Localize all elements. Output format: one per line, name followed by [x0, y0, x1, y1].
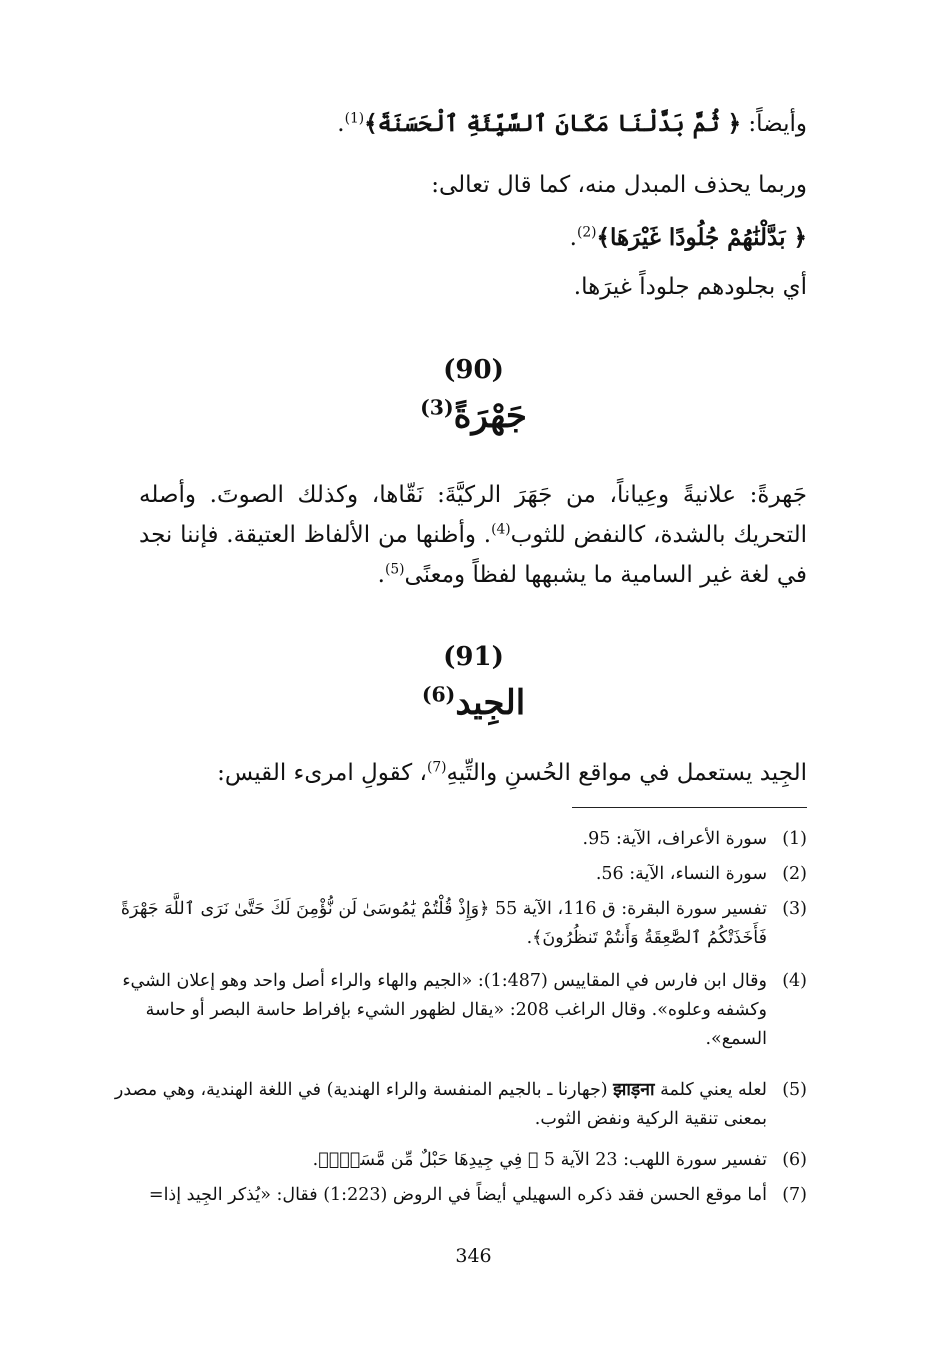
- entry-90-text-a: جَهرةً: علانيةً وعِياناً، من جَهَرَ الركيَّةَ: نَقّاها، وكذلك الصوتَ. وأصله التحريك بالشدة، كالنفض للثوب: [139, 482, 807, 548]
- footnote-ref-7: (7): [426, 759, 447, 776]
- entry-91-paragraph: [140, 760, 807, 786]
- entry-90-text-c: .: [377, 562, 385, 588]
- entry-title-jahratan: [0, 396, 947, 436]
- page-number: 346: [455, 1245, 492, 1267]
- footnote-number: (4): [782, 971, 807, 991]
- footnote-text: [79, 1076, 767, 1134]
- footnote-number: (5): [782, 1080, 807, 1100]
- footnote-2: [79, 860, 807, 889]
- footnote-text: تفسير سورة اللهب: 23 الآية 5 ﴿ فِي جِيدِهَا حَبْلٌ مِّن مَّسَدٍۭ﴾.: [312, 1150, 767, 1170]
- quran-verse-1: ﴿ ثُمَّ بَدَّلْنَا مَكَانَ ٱلسَّيِّئَةِ ٱلْحَسَنَةَ﴾: [364, 110, 742, 137]
- entry-title-aljid: [0, 683, 947, 723]
- text-line-3: [140, 224, 807, 251]
- hindi-word: झाड़ना: [613, 1080, 655, 1100]
- footnote-separator: [572, 807, 807, 808]
- footnote-ref-2: (2): [576, 224, 597, 241]
- footnote-ref-3: (3): [420, 395, 454, 420]
- footnote-ref-5: (5): [384, 561, 405, 578]
- footnote-ref-6: (6): [421, 682, 456, 707]
- footnote-number: (1): [782, 829, 807, 849]
- footnote-5: [79, 1076, 807, 1134]
- footnote-6: [79, 1146, 807, 1175]
- entry-number-91: (91): [443, 642, 504, 672]
- text-line-2: وربما يحذف المبدل منه، كما قال تعالى:: [431, 172, 807, 198]
- footnote-5-text-a: لعله يعني كلمة: [654, 1080, 767, 1100]
- footnote-text: أما موقع الحسن فقد ذكره السهيلي أيضاً في الروض (1:223) فقال: «يُذكر الجِيد إذا=: [148, 1185, 767, 1205]
- entry-word: جَهْرَةً: [453, 396, 527, 436]
- footnote-5-text-b: (جهارنا ـ بالجيم المنفسة والراء الهندية) في اللغة الهندية، وهي مصدر بمعنى تنقية الركية ونفض الثوب.: [114, 1080, 767, 1129]
- entry-word: الجِيد: [455, 683, 526, 723]
- text-line-1: [140, 110, 807, 137]
- footnote-text: سورة الأعراف، الآية: 95.: [582, 829, 767, 849]
- entry-91-text-b: ، كقولِ امرىء القيس:: [217, 760, 427, 786]
- footnote-text: تفسير سورة البقرة: ق 116، الآية 55 ﴿وَإِذْ قُلْتُمْ يَٰمُوسَىٰ لَن نُّؤْمِنَ لَكَ حَتَّىٰ نَرَى ٱللَّهَ جَهْرَةً فَأَخَذَتْكُمُ ٱلصَّٰعِقَةُ وَأَنتُمْ تَنظُرُونَ﴾.: [120, 899, 767, 948]
- footnote-number: (7): [782, 1185, 807, 1205]
- footnote-text: وقال ابن فارس في المقاييس (1:487): «الجيم والهاء والراء أصل واحد وهو إعلان الشيء وكشفه وعلوه». وقال الراغب 208: «يقال لظهور الشيء بإفراط حاسة البصر أو حاسة السمع».: [122, 971, 767, 1049]
- entry-91-text-a: الجِيد يستعمل في مواقع الحُسنِ والتِّيهِ: [446, 760, 807, 786]
- line-3-suffix: .: [569, 225, 577, 251]
- entry-90-paragraph: [139, 475, 807, 595]
- line-1-prefix: وأيضاً:: [741, 111, 807, 137]
- footnote-number: (2): [782, 864, 807, 884]
- footnote-number: (6): [782, 1150, 807, 1170]
- footnote-ref-4: (4): [491, 521, 511, 538]
- line-1-suffix: .: [337, 111, 345, 137]
- footnote-7: [79, 1181, 807, 1210]
- footnote-ref-1: (1): [344, 110, 365, 127]
- footnote-3: [79, 895, 807, 953]
- text-line-4: أي بجلودهم جلوداً غيرَها.: [573, 274, 807, 300]
- entry-number-90: (90): [443, 355, 504, 385]
- footnote-text: سورة النساء، الآية: 56.: [595, 864, 767, 884]
- entry-90-text-b: . وأظنها من الألفاظ العتيقة. فإننا نجد في لغة غير السامية ما يشبهها لفظاً ومعنًى: [139, 522, 807, 588]
- quran-verse-2: ﴿ بَدَّلْنَٰهُمْ جُلُودًا غَيْرَهَا﴾: [596, 224, 807, 251]
- footnote-number: (3): [782, 899, 807, 919]
- footnote-1: [79, 825, 807, 854]
- footnote-4: [79, 967, 807, 1054]
